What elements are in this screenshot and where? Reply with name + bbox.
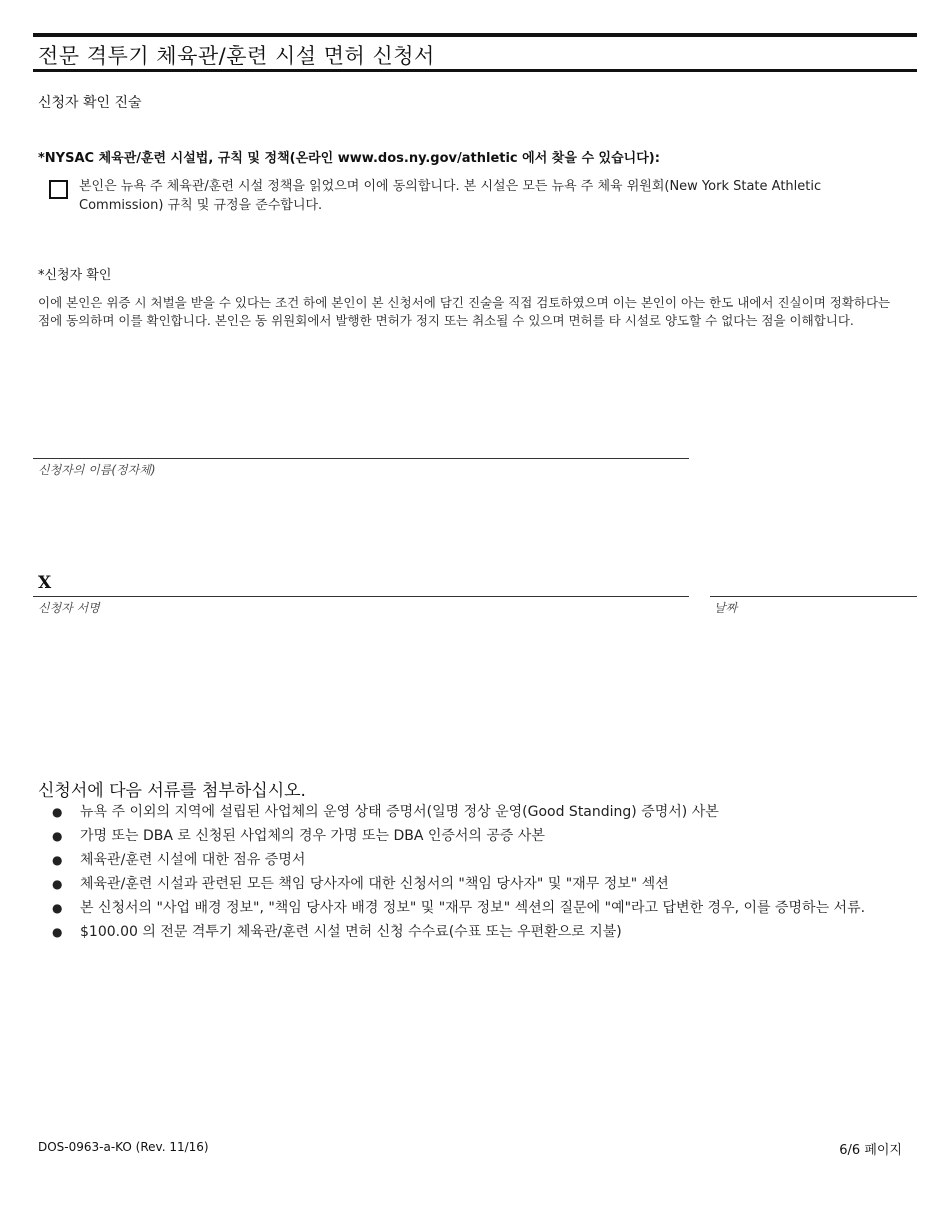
bullet-icon: ● [52, 925, 63, 939]
signature-field-label: 신청자 서명 [38, 601, 100, 615]
list-item: ● 본 신청서의 "사업 배경 정보", "책임 당사자 배경 정보" 및 "재무 정보" 섹션의 질문에 "예"라고 답변한 경우, 이를 증명하는 서류. [52, 900, 866, 916]
page-title: 전문 격투기 체육관/훈련 시설 면허 신청서 [38, 44, 435, 68]
list-item: ● 뉴욕 주 이외의 지역에 설립된 사업체의 운영 상태 증명서(일명 정상 운영(Good Standing) 증명서) 사본 [52, 804, 719, 820]
bullet-icon: ● [52, 829, 63, 843]
attachments-title: 신청서에 다음 서류를 첨부하십시오. [38, 781, 306, 801]
bullet-icon: ● [52, 877, 63, 891]
list-item: ● 가명 또는 DBA 로 신청된 사업체의 경우 가명 또는 DBA 인증서의 공증 사본 [52, 828, 545, 844]
list-item: ● $100.00 의 전문 격투기 체육관/훈련 시설 면허 신청 수수료(수표 또는 우편환으로 지불) [52, 924, 622, 940]
name-field-line[interactable] [33, 458, 689, 459]
bullet-icon: ● [52, 853, 63, 867]
signature-field-line[interactable] [33, 596, 689, 597]
page-number: 6/6 페이지 [839, 1143, 902, 1158]
title-bottom-rule [33, 69, 917, 72]
policy-agree-text: 본인은 뉴욕 주 체육관/훈련 시설 정책을 읽었으며 이에 동의합니다. 본 시설은 모든 뉴욕 주 체육 위원회(New York State Athletic Commission) 규칙 및 규정을 준수합니다. [79, 179, 822, 213]
date-field-label: 날짜 [714, 601, 738, 615]
date-field-line[interactable] [710, 596, 917, 597]
confirmation-text: 이에 본인은 위증 시 처벌을 받을 수 있다는 조건 하에 본인이 본 신청서에 담긴 진술을 직접 검토하였으며 이는 본인이 아는 한도 내에서 진실이며 정확하다는 점에 동의하며 이를 확인합니다. 본인은 동 위원회에서 발행한 면허가 정지 또는 취소될 수 있으며 면허를 타 시설로 양도할 수 없다는 점을 이해합니다. [38, 295, 891, 328]
policy-heading: *NYSAC 체육관/훈련 시설법, 규칙 및 정책(온라인 www.dos.ny.gov/athletic 에서 찾을 수 있습니다): [38, 151, 660, 166]
attachments-list [38, 803, 918, 947]
confirmation-heading: *신청자 확인 [38, 268, 112, 283]
form-id: DOS-0963-a-KO (Rev. 11/16) [38, 1140, 209, 1154]
list-item: ● 체육관/훈련 시설과 관련된 모든 책임 당사자에 대한 신청서의 "책임 당사자" 및 "재무 정보" 섹션 [52, 876, 669, 892]
policy-agree-checkbox[interactable] [49, 180, 68, 199]
bullet-icon: ● [52, 901, 63, 915]
section-title: 신청자 확인 진술 [38, 95, 142, 111]
title-top-rule [33, 33, 917, 37]
list-item: ● 체육관/훈련 시설에 대한 점유 증명서 [52, 852, 306, 868]
bullet-icon: ● [52, 805, 63, 819]
name-field-label: 신청자의 이름(정자체) [38, 463, 156, 477]
signature-x-mark: X [38, 573, 52, 593]
